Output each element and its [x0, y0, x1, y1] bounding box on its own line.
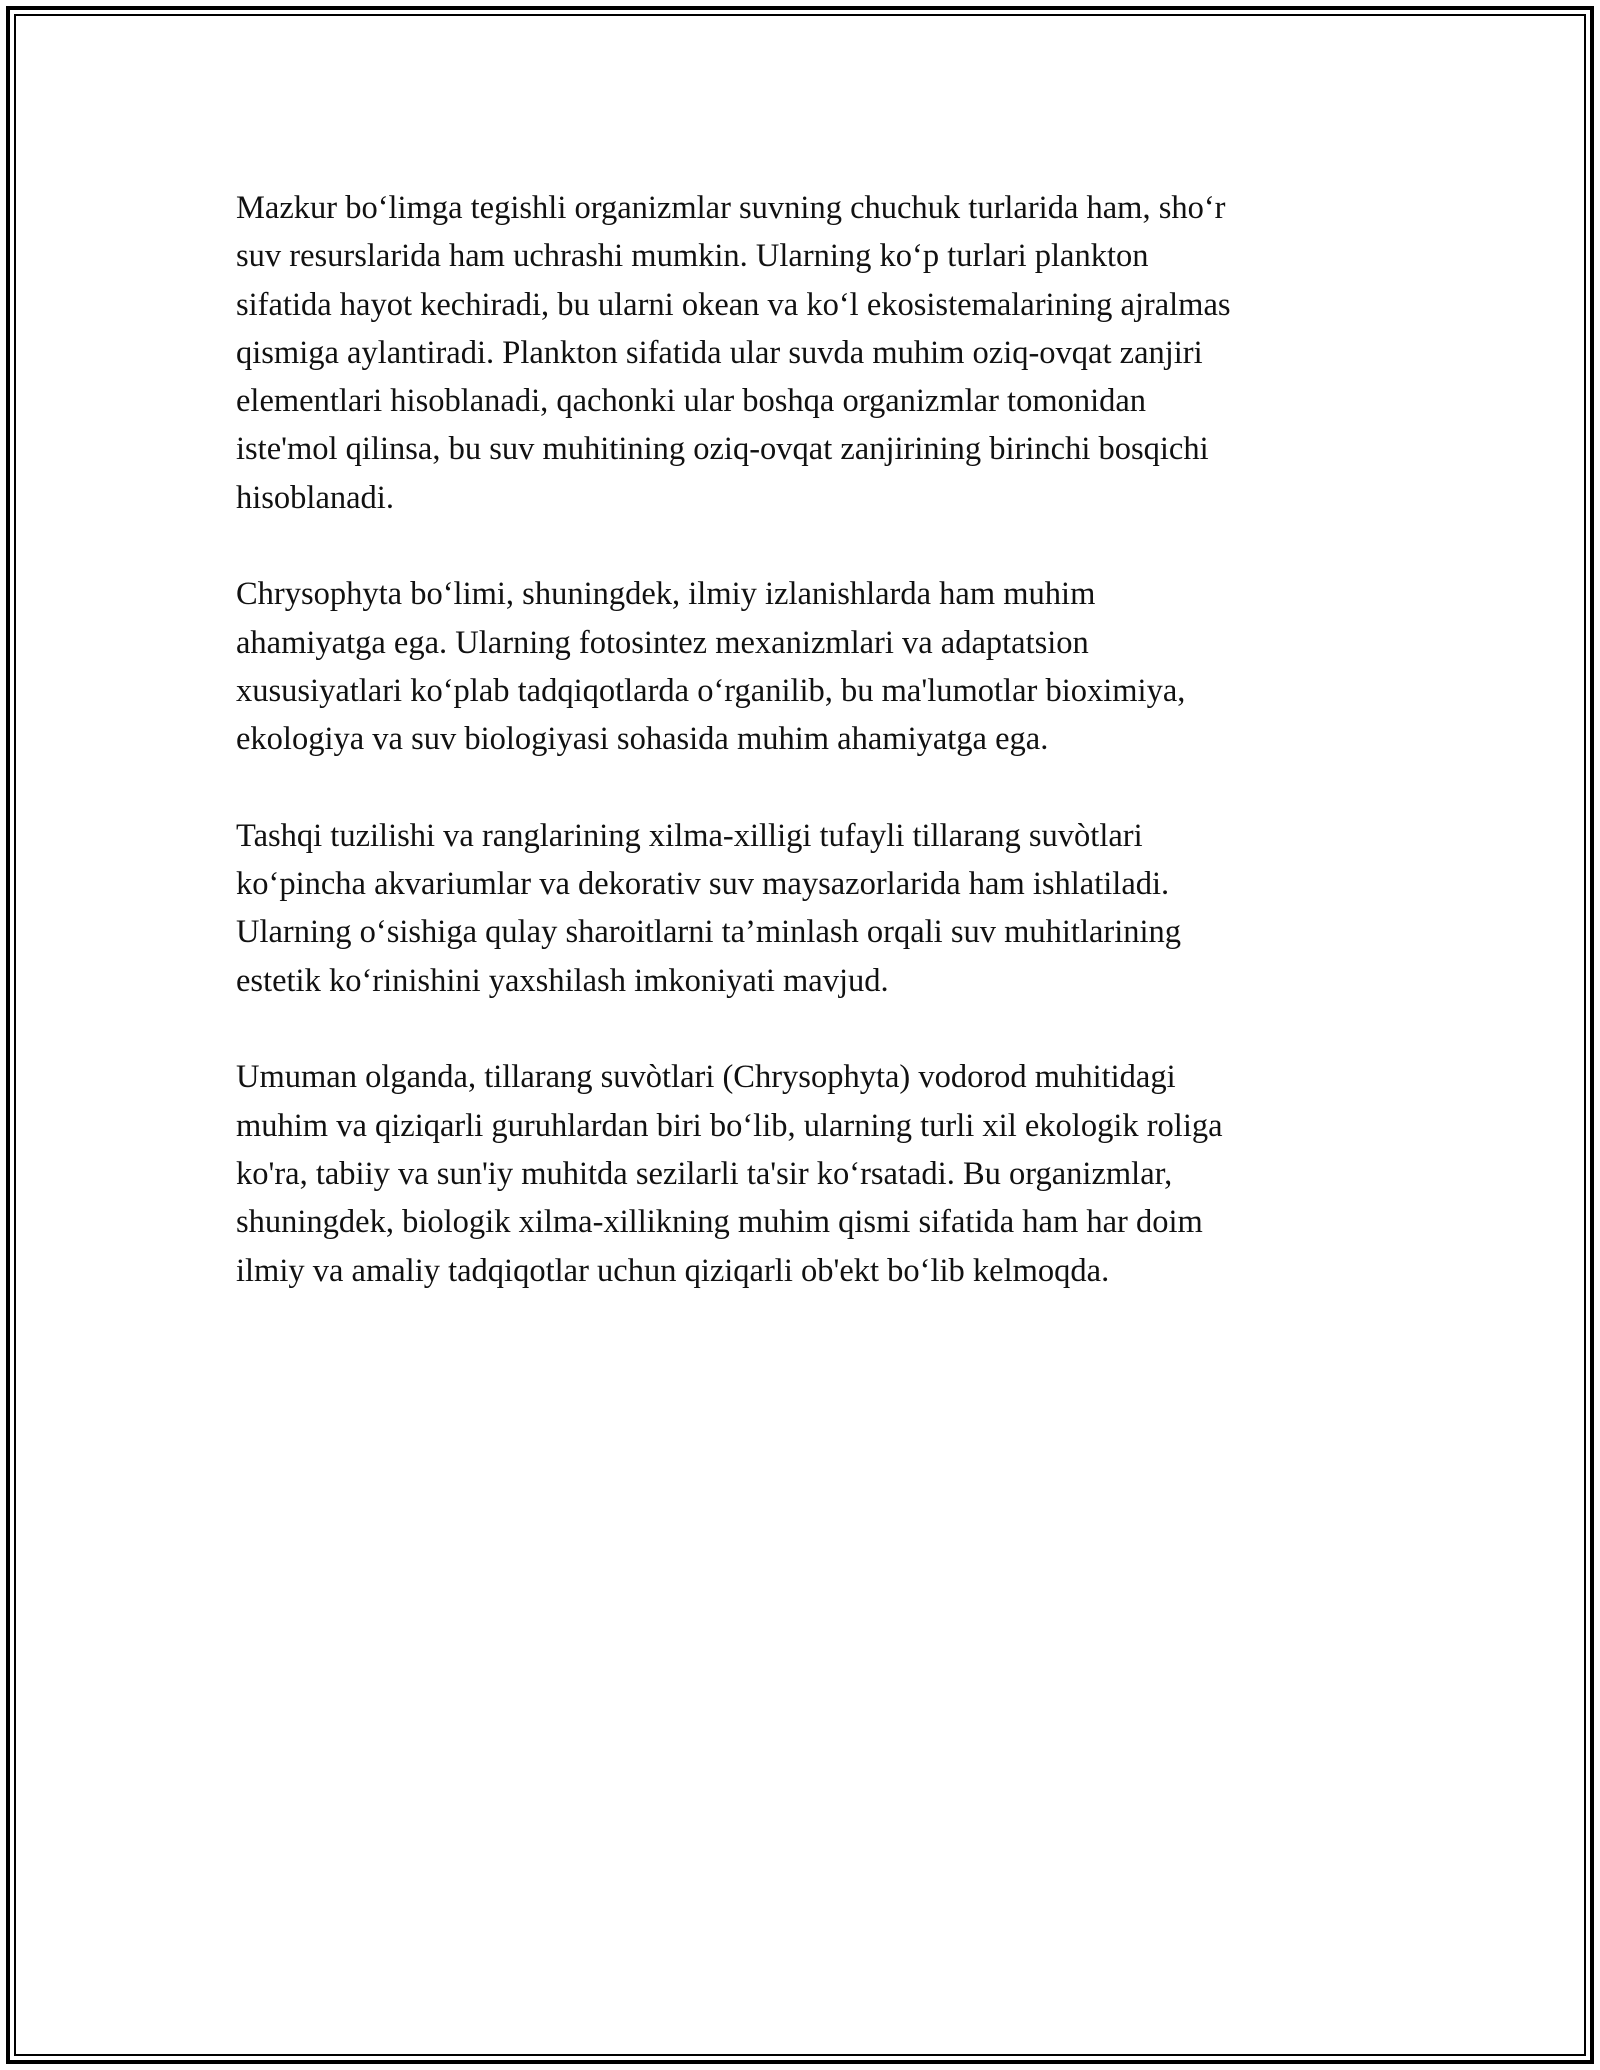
- text-line: Chrysophyta bo‘limi, shuningdek, ilmiy izlanishlarda ham muhim: [236, 576, 1096, 613]
- text-line: qismiga aylantiradi. Plankton sifatida ular suvda muhim oziq-ovqat zanjiri: [236, 334, 1203, 371]
- text-line: hisoblanadi.: [236, 479, 394, 516]
- paragraph-4: [236, 1053, 1376, 1294]
- text-line: Tashqi tuzilishi va ranglarining xilma-xilligi tufayli tillarang suvòtlari: [236, 817, 1143, 854]
- text-line: iste'mol qilinsa, bu suv muhitining oziq-ovqat zanjirining birinchi bosqichi: [236, 431, 1209, 468]
- text-line: ko‘pincha akvariumlar va dekorativ suv maysazorlarida ham ishlatiladi.: [236, 866, 1170, 903]
- paragraph-3: [236, 812, 1376, 1005]
- document-body: [236, 184, 1376, 1343]
- text-line: xususiyatlari ko‘plab tadqiqotlarda o‘rganilib, bu ma'lumotlar bioximiya,: [236, 672, 1186, 709]
- text-line: ko'ra, tabiiy va sun'iy muhitda sezilarli ta'sir ko‘rsatadi. Bu organizmlar,: [236, 1155, 1173, 1192]
- text-line: Umuman olganda, tillarang suvòtlari (Chrysophyta) vodorod muhitidagi: [236, 1059, 1176, 1096]
- text-line: elementlari hisoblanadi, qachonki ular boshqa organizmlar tomonidan: [236, 383, 1147, 420]
- text-line: muhim va qiziqarli guruhlardan biri bo‘lib, ularning turli xil ekologik roliga: [236, 1107, 1223, 1144]
- paragraph-1: [236, 184, 1376, 522]
- text-line: Ularning o‘sishiga qulay sharoitlarni ta’minlash orqali suv muhitlarining: [236, 914, 1182, 951]
- text-line: shuningdek, biologik xilma-xillikning muhim qismi sifatida ham har doim: [236, 1204, 1203, 1241]
- text-line: ahamiyatga ega. Ularning fotosintez mexanizmlari va adaptatsion: [236, 624, 1089, 661]
- text-line: ilmiy va amaliy tadqiqotlar uchun qiziqarli ob'ekt bo‘lib kelmoqda.: [236, 1252, 1110, 1289]
- text-line: sifatida hayot kechiradi, bu ularni okean va ko‘l ekosistemalarining ajralmas: [236, 286, 1231, 323]
- text-line: suv resurslarida ham uchrashi mumkin. Ularning ko‘p turlari plankton: [236, 238, 1149, 275]
- paragraph-2: [236, 570, 1376, 763]
- text-line: Mazkur bo‘limga tegishli organizmlar suvning chuchuk turlarida ham, sho‘r: [236, 190, 1226, 226]
- text-line: ekologiya va suv biologiyasi sohasida muhim ahamiyatga ega.: [236, 721, 1049, 758]
- text-line: estetik ko‘rinishini yaxshilash imkoniyati mavjud.: [236, 962, 889, 999]
